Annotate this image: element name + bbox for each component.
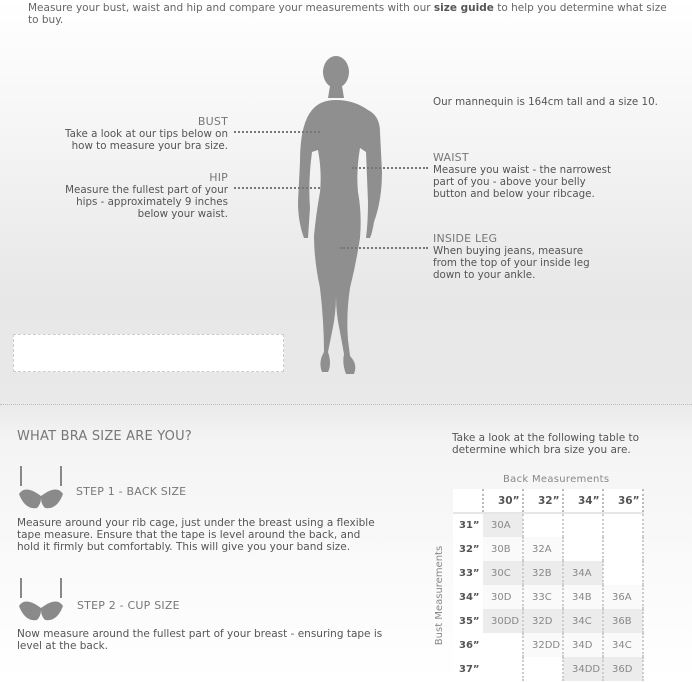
column-header: 30”: [483, 489, 523, 513]
table-corner: [453, 489, 483, 513]
column-header: 36”: [603, 489, 643, 513]
step2-text: [17, 628, 417, 652]
row-header: 36”: [453, 633, 483, 657]
size-cell: 32B: [523, 561, 563, 585]
bra-section-title: WHAT BRA SIZE ARE YOU?: [17, 429, 192, 444]
inside-leg-line: from the top of your inside leg: [433, 257, 590, 269]
step1-title: STEP 1 - BACK SIZE: [76, 485, 187, 498]
table-row: [453, 609, 643, 633]
bust-line: how to measure your bra size.: [71, 140, 228, 152]
size-cell: 36A: [603, 585, 643, 609]
step2-line: Now measure around the fullest part of your breast - ensuring tape is: [17, 628, 383, 640]
waist-callout: [433, 151, 663, 200]
intro-text-after: to help you determine what size to buy.: [28, 2, 667, 26]
size-cell: 30DD: [483, 609, 523, 633]
intro-text-before: Measure your bust, waist and hip and compare your measurements with our: [28, 2, 434, 14]
size-cell: 34A: [563, 561, 603, 585]
inside-leg-title: INSIDE LEG: [433, 232, 498, 245]
size-cell: [603, 537, 643, 561]
table-row: [453, 657, 643, 681]
size-cell: [603, 513, 643, 537]
size-cell: [563, 537, 603, 561]
inside-leg-leader-line: [340, 247, 428, 249]
size-cell: 30D: [483, 585, 523, 609]
column-header: 32”: [523, 489, 563, 513]
back-measurements-label: Back Measurements: [503, 474, 610, 485]
column-header: 34”: [563, 489, 603, 513]
hip-line: below your waist.: [137, 208, 228, 220]
size-cell: 34C: [603, 633, 643, 657]
size-cell: 30B: [483, 537, 523, 561]
row-header: 34”: [453, 585, 483, 609]
step2-line: level at the back.: [17, 640, 109, 652]
bra-icon: [17, 576, 65, 624]
table-row: [453, 513, 643, 537]
size-cell: 34DD: [563, 657, 603, 681]
step1-line: Measure around your rib cage, just under the breast using a flexible: [17, 517, 375, 529]
table-row: [453, 633, 643, 657]
waist-title: WAIST: [433, 151, 469, 164]
step1-line: hold it firmly but comfortably. This will give you your band size.: [17, 541, 351, 553]
size-cell: 34D: [563, 633, 603, 657]
inside-leg-line: When buying jeans, measure: [433, 245, 584, 257]
inside-leg-line: down to your ankle.: [433, 269, 536, 281]
size-cell: 34B: [563, 585, 603, 609]
size-cell: 30C: [483, 561, 523, 585]
hip-line: hips - approximately 9 inches: [76, 196, 228, 208]
row-header: 37”: [453, 657, 483, 681]
table-header-row: [453, 489, 643, 513]
size-cell: [523, 657, 563, 681]
row-header: 32”: [453, 537, 483, 561]
hip-line: Measure the fullest part of your: [65, 184, 228, 196]
hip-callout: [40, 171, 228, 220]
waist-line: Measure you waist - the narrowest: [433, 164, 612, 176]
step1-text: [17, 517, 417, 553]
blank-panel: [13, 334, 284, 372]
table-row: [453, 537, 643, 561]
bust-leader-line: [234, 131, 320, 133]
size-cell: 34C: [563, 609, 603, 633]
size-cell: [603, 561, 643, 585]
row-header: 31”: [453, 513, 483, 537]
size-guide-link[interactable]: size guide: [433, 2, 494, 14]
size-cell: 33C: [523, 585, 563, 609]
hip-title: HIP: [209, 171, 228, 184]
inside-leg-callout: [433, 232, 663, 281]
size-cell: [523, 513, 563, 537]
table-row: [453, 561, 643, 585]
size-cell: [563, 513, 603, 537]
table-row: [453, 585, 643, 609]
section-divider: [0, 404, 692, 405]
table-intro-line: Take a look at the following table to: [452, 432, 640, 444]
row-header: 35”: [453, 609, 483, 633]
size-cell: 32D: [523, 609, 563, 633]
table-intro-line: determine which bra size you are.: [452, 444, 631, 456]
bust-title: BUST: [197, 115, 228, 128]
size-cell: 36D: [603, 657, 643, 681]
size-cell: 32DD: [523, 633, 563, 657]
step2-title: STEP 2 - CUP SIZE: [77, 599, 180, 612]
waist-line: part of you - above your belly: [433, 176, 586, 188]
size-cell: 36B: [603, 609, 643, 633]
step1-line: tape measure. Ensure that the tape is level around the back, and: [17, 529, 361, 541]
row-header: 33”: [453, 561, 483, 585]
bust-measurements-label: Bust Measurements: [434, 545, 446, 646]
table-intro: [452, 432, 682, 456]
mannequin-note: Our mannequin is 164cm tall and a size 10.: [433, 96, 658, 108]
waist-line: button and below your ribcage.: [433, 188, 595, 200]
size-cell: 32A: [523, 537, 563, 561]
hip-leader-line: [234, 187, 320, 189]
size-cell: [483, 633, 523, 657]
bra-size-table: [453, 489, 644, 681]
size-cell: [483, 657, 523, 681]
bust-line: Take a look at our tips below on: [65, 128, 228, 140]
bust-callout: [40, 115, 228, 152]
intro-text: [28, 2, 668, 26]
size-cell: 30A: [483, 513, 523, 537]
mannequin-silhouette: [290, 52, 390, 382]
bra-icon: [17, 464, 65, 512]
waist-leader-line: [352, 167, 428, 169]
